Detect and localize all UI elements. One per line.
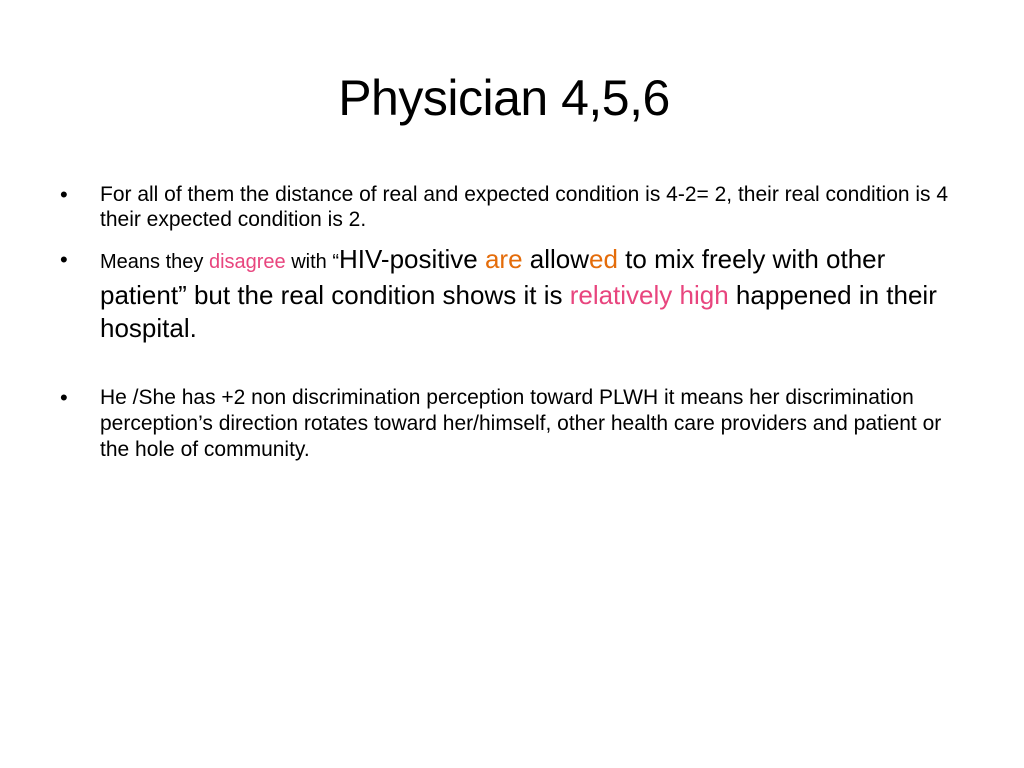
bullet-2-text-mix: to mix freely with other patient” but the real condition shows it is: [100, 244, 886, 310]
slide-title: Physician 4,5,6: [338, 70, 670, 126]
bullet-item-2: [60, 243, 960, 345]
bullet-2-highlight-relatively-high: relatively high: [569, 280, 729, 310]
bullet-2-highlight-ed: ed: [589, 244, 618, 274]
bullet-text-3: He /She has +2 non discrimination perception toward PLWH it means her discrimination perception’s direction rotates toward her/himself, other health care providers and patient or the hole of community.: [100, 386, 942, 461]
bullet-item-3: [60, 385, 960, 463]
bullet-2-highlight-are: are: [484, 244, 523, 274]
bullet-2-text-intro: Means they: [100, 251, 209, 273]
bullet-marker: •: [60, 247, 68, 272]
bullet-text-1: For all of them the distance of real and expected condition is 4-2= 2, their real condition is 4 their expected condition is 2.: [100, 183, 949, 231]
bullet-2-text-allow: allow: [522, 244, 590, 274]
bullet-marker: •: [60, 385, 68, 410]
bullet-2-text-end: happened in their hospital.: [100, 280, 937, 343]
bullet-2-highlight-disagree: disagree: [208, 251, 286, 273]
bullet-2-text-hiv: HIV-positive: [339, 244, 485, 274]
bullet-item-1: [60, 182, 960, 232]
bullet-2-text-with: with “: [285, 251, 340, 273]
bullet-marker: •: [60, 182, 68, 207]
bullet-list: [60, 182, 960, 463]
